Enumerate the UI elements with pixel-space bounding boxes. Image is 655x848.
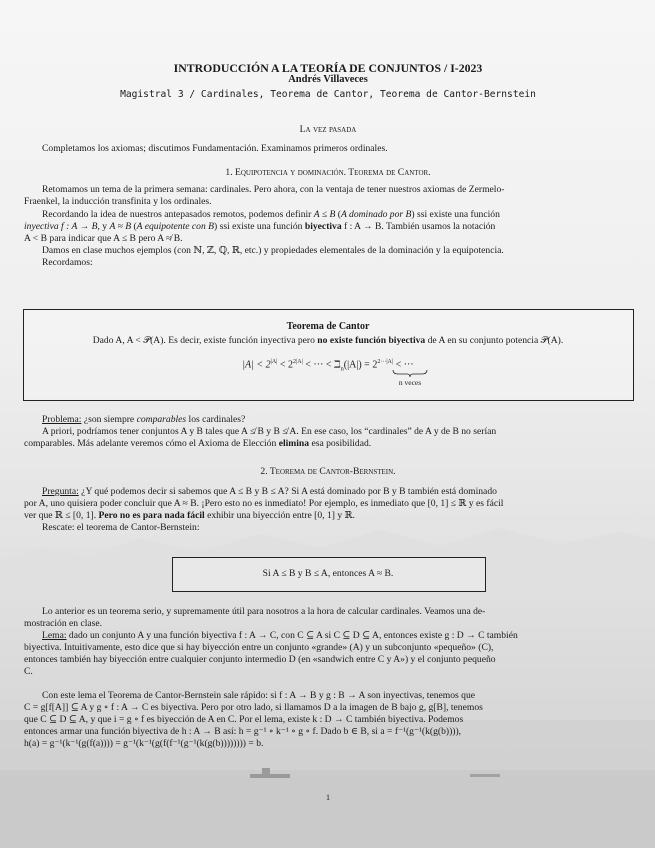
section2-heading: 2. Teorema de Cantor-Bernstein. xyxy=(260,466,396,477)
question-line3: ver que ℝ ≤ [0, 1]. Pero no es para nada fácil exhibir una biyección entre [0, 1] y ℝ. xyxy=(24,510,355,521)
lemma-line1: Lema: dado un conjunto A y una función biyectiva f : A → C, con C ⊆ A si C ⊆ D ⊆ A, entonces existe g : D → C también xyxy=(42,630,518,641)
problem-line2: A priori, podríamos tener conjuntos A y B tales que A ≰ B y B ≰ A. En ese caso, los “cardinales” de A y de B no serían xyxy=(42,426,497,437)
s1-p2-line1: Recordando la idea de nuestros antepasados remotos, podemos definir A ≤ B (A dominado por B) ssi existe una función xyxy=(42,209,500,220)
lemma-line2: biyectiva. Intuitivamente, esto dice que si hay biyección entre un conjunto «grande» (A) y un subconjunto «pequeño» (C), xyxy=(24,642,494,653)
last-time-text: Completamos los axiomas; discutimos Fundamentación. Examinamos primeros ordinales. xyxy=(42,143,388,154)
question-line2: por A, uno quisiera poder concluir que A ≈ B. ¡Pero esto no es inmediato! Por ejemplo, es inmediato que [0, 1] ≤ ℝ y es fácil xyxy=(24,498,504,509)
heading-last-time: La vez pasada xyxy=(299,124,357,135)
section1-heading: 1. Equipotencia y dominación. Teorema de Cantor. xyxy=(225,167,431,178)
lemma-line3: entonces también hay biyección entre cualquier conjunto intermedio D (en «sandwich entre C y A») y el conjunto pequeño xyxy=(24,654,496,665)
s1-p1-line2: Fraenkel, la inducción transfinita y los ordinales. xyxy=(24,196,212,207)
doc-author: Andrés Villaveces xyxy=(288,74,368,85)
problem-line3: comparables. Más adelante veremos cómo el Axioma de Elección elimina esa posibilidad. xyxy=(24,438,372,449)
doc-title: INTRODUCCIÓN A LA TEORÍA DE CONJUNTOS / I-2023 xyxy=(173,61,483,75)
problem-line1: Problema: ¿son siempre comparables los cardinales? xyxy=(42,414,246,425)
brace-label: n veces xyxy=(398,378,422,387)
remark-line2: mostración en clase. xyxy=(24,618,103,629)
doc-subtitle: Magistral 3 / Cardinales, Teorema de Cantor, Teorema de Cantor-Bernstein xyxy=(120,89,536,100)
s1-p4: Recordamos: xyxy=(42,257,93,268)
s1-p2-line3: A < B para indicar que A ≤ B pero A ≉ B. xyxy=(24,233,183,244)
underbrace-icon xyxy=(392,369,428,377)
lemma-line4: C. xyxy=(24,666,33,677)
remark-line1: Lo anterior es un teorema serio, y supremamente útil para nosotros a la hora de calcular cardinales. Veamos una de- xyxy=(42,606,486,617)
proof-line4: entonces armar una función biyectiva de h : A → B así: h = g⁻¹ ∘ k⁻¹ ∘ g ∘ f. Dado b ∈ B, si a = f⁻¹(g⁻¹(k(g(b)))), xyxy=(24,726,462,737)
question-line4: Rescate: el teorema de Cantor-Bernstein: xyxy=(42,522,200,533)
s1-p2-line2: inyectiva f : A → B, y A ≈ B (A equipotente con B) ssi existe una función biyectiva f : A → B. También usamos la notación xyxy=(24,221,496,232)
proof-line1: Con este lema el Teorema de Cantor-Bernstein sale rápido: si f : A → B y g : B → A son inyectivas, tenemos que xyxy=(42,690,475,701)
cantor-theorem-title: Teorema de Cantor xyxy=(286,321,370,332)
proof-line5: h(a) = g⁻¹(k⁻¹(g(f(a)))) = g⁻¹(k⁻¹(g(f(f⁻¹(g⁻¹(k(g(b)))))))) = b. xyxy=(24,738,264,749)
s1-p3: Damos en clase muchos ejemplos (con ℕ, ℤ, ℚ, ℝ, etc.) y propiedades elementales de la dominación y la equipotencia. xyxy=(42,245,504,256)
question-line1: Pregunta: ¿Y qué podemos decir si sabemos que A ≤ B y B ≤ A? Si A está dominado por B y B también está dominado xyxy=(42,486,497,497)
cantor-theorem-statement: Dado A, A < 𝒫(A). Es decir, existe función inyectiva pero no existe función biyectiva de A en su conjunto potencia 𝒫(A). xyxy=(92,335,564,346)
cantor-formula: $|A| < 2^{|A|} < 2^{2|A|}$ < ··· < ℶ$_n$(|A|) = $2^{2\cdot\cdot\cdot|A|}$ < ··· xyxy=(242,359,414,373)
proof-line2: C = g[f[A]] ⊆ A y g ∘ f : A → C es biyectiva. Pero por otro lado, si llamamos D a la imagen de B bajo g, g[B], tenemos xyxy=(24,702,483,713)
cantor-bernstein-statement: Si A ≤ B y B ≤ A, entonces A ≈ B. xyxy=(262,568,394,579)
s1-p1-line1: Retomamos un tema de la primera semana: cardinales. Pero ahora, con la ventaja de tener nuestros axiomas de Zermelo- xyxy=(42,184,505,195)
proof-line3: que C ⊆ D ⊆ A, y que i = g ∘ f es biyección de A en C. Por el lema, existe k : D → C también biyectiva. Podemos xyxy=(24,714,464,725)
page-number: 1 xyxy=(326,793,330,802)
